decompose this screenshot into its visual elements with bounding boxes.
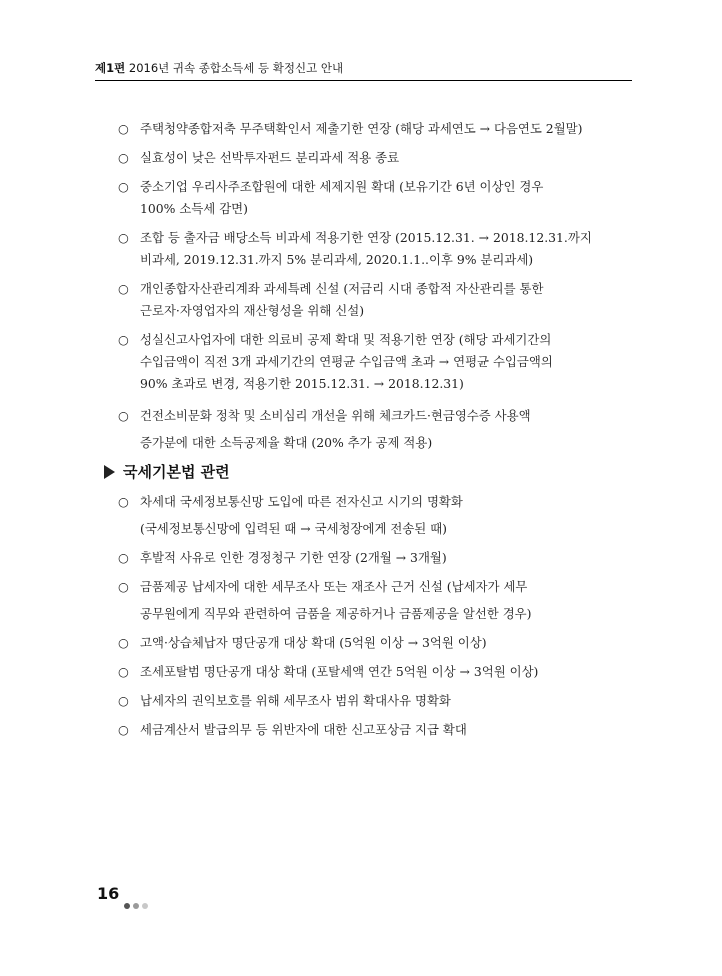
item-line: 조세포탈범 명단공개 대상 확대 (포탈세액 연간 5억원 이상 → 3억원 이상) xyxy=(140,664,539,679)
item-line: 수입금액이 직전 3개 과세기간의 연평균 수입금액 초과 → 연평균 수입금액의 xyxy=(140,354,553,369)
header-rule xyxy=(95,80,632,81)
item-line: 근로자·자영업자의 재산형성을 위해 신설) xyxy=(140,303,365,318)
list-item xyxy=(118,716,620,743)
circle-bullet-icon: ○ xyxy=(118,494,129,509)
circle-bullet-icon: ○ xyxy=(118,121,129,136)
circle-bullet-icon: ○ xyxy=(118,664,129,679)
item-line: 실효성이 낮은 선박투자펀드 분리과세 적용 종료 xyxy=(140,150,400,165)
dot-icon xyxy=(124,903,130,909)
item-line: 개인종합자산관리계좌 과세특례 신설 (저금리 시대 종합적 자산관리를 통한 xyxy=(140,281,544,296)
list-item xyxy=(118,227,620,271)
list-item xyxy=(118,147,620,169)
item-line: 금품제공 납세자에 대한 세무조사 또는 재조사 근거 신설 (납세자가 세무 xyxy=(140,579,528,594)
circle-bullet-icon: ○ xyxy=(118,693,129,708)
item-line: 납세자의 권익보호를 위해 세무조사 범위 확대사유 명확화 xyxy=(140,693,451,708)
list-item xyxy=(118,402,620,456)
item-line: 공무원에게 직무와 관련하여 금품을 제공하거나 금품제공을 알선한 경우) xyxy=(140,606,532,621)
circle-bullet-icon: ○ xyxy=(118,332,129,347)
header-part: 제1편 xyxy=(95,61,126,75)
item-line: 건전소비문화 정착 및 소비심리 개선을 위해 체크카드·현금영수증 사용액 xyxy=(140,408,531,423)
item-line: 고액·상습체납자 명단공개 대상 확대 (5억원 이상 → 3억원 이상) xyxy=(140,635,487,650)
circle-bullet-icon: ○ xyxy=(118,408,129,423)
item-line: 증가분에 대한 소득공제율 확대 (20% 추가 공제 적용) xyxy=(140,435,433,450)
item-line: 90% 초과로 변경, 적용기한 2015.12.31. → 2018.12.31) xyxy=(140,376,464,391)
list-item xyxy=(118,573,620,627)
circle-bullet-icon: ○ xyxy=(118,150,129,165)
circle-bullet-icon: ○ xyxy=(118,722,129,737)
list-item xyxy=(118,329,620,395)
triangle-arrow-icon xyxy=(104,465,115,479)
dot-icon xyxy=(133,903,139,909)
item-line: 차세대 국세정보통신망 도입에 따른 전자신고 시기의 명확화 xyxy=(140,494,463,509)
list-item xyxy=(118,687,620,714)
item-line: 비과세, 2019.12.31.까지 5% 분리과세, 2020.1.1..이후 9% 분리과세) xyxy=(140,252,534,267)
list-item xyxy=(118,658,620,685)
circle-bullet-icon: ○ xyxy=(118,179,129,194)
list-item xyxy=(118,488,620,542)
item-line: 성실신고사업자에 대한 의료비 공제 확대 및 적용기한 연장 (해당 과세기간의 xyxy=(140,332,552,347)
header-title: 2016년 귀속 종합소득세 등 확정신고 안내 xyxy=(128,61,344,75)
list-item xyxy=(118,629,620,656)
list-item xyxy=(118,176,620,220)
list-item xyxy=(118,118,620,140)
page-number: 16 xyxy=(97,884,120,903)
item-line: 중소기업 우리사주조합원에 대한 세제지원 확대 (보유기간 6년 이상인 경우 xyxy=(140,179,544,194)
section-heading xyxy=(104,461,230,482)
running-header xyxy=(95,60,343,76)
page-dots xyxy=(124,894,151,913)
item-line: 세금계산서 발급의무 등 위반자에 대한 신고포상금 지급 확대 xyxy=(140,722,467,737)
circle-bullet-icon: ○ xyxy=(118,281,129,296)
circle-bullet-icon: ○ xyxy=(118,230,129,245)
amendment-list-income-tax xyxy=(118,118,620,463)
section-heading-text: 국세기본법 관련 xyxy=(123,463,230,481)
item-line: 조합 등 출자금 배당소득 비과세 적용기한 연장 (2015.12.31. → 2018.12.31.까지 xyxy=(140,230,592,245)
item-line: 100% 소득세 감면) xyxy=(140,201,248,216)
circle-bullet-icon: ○ xyxy=(118,579,129,594)
circle-bullet-icon: ○ xyxy=(118,550,129,565)
dot-icon xyxy=(142,903,148,909)
item-line: 주택청약종합저축 무주택확인서 제출기한 연장 (해당 과세연도 → 다음연도 2월말) xyxy=(140,121,583,136)
circle-bullet-icon: ○ xyxy=(118,635,129,650)
list-item xyxy=(118,278,620,322)
amendment-list-basic-law xyxy=(118,488,620,745)
item-line: 후발적 사유로 인한 경정청구 기한 연장 (2개월 → 3개월) xyxy=(140,550,447,565)
list-item xyxy=(118,544,620,571)
item-line: (국세정보통신망에 입력된 때 → 국세청장에게 전송된 때) xyxy=(140,521,448,536)
